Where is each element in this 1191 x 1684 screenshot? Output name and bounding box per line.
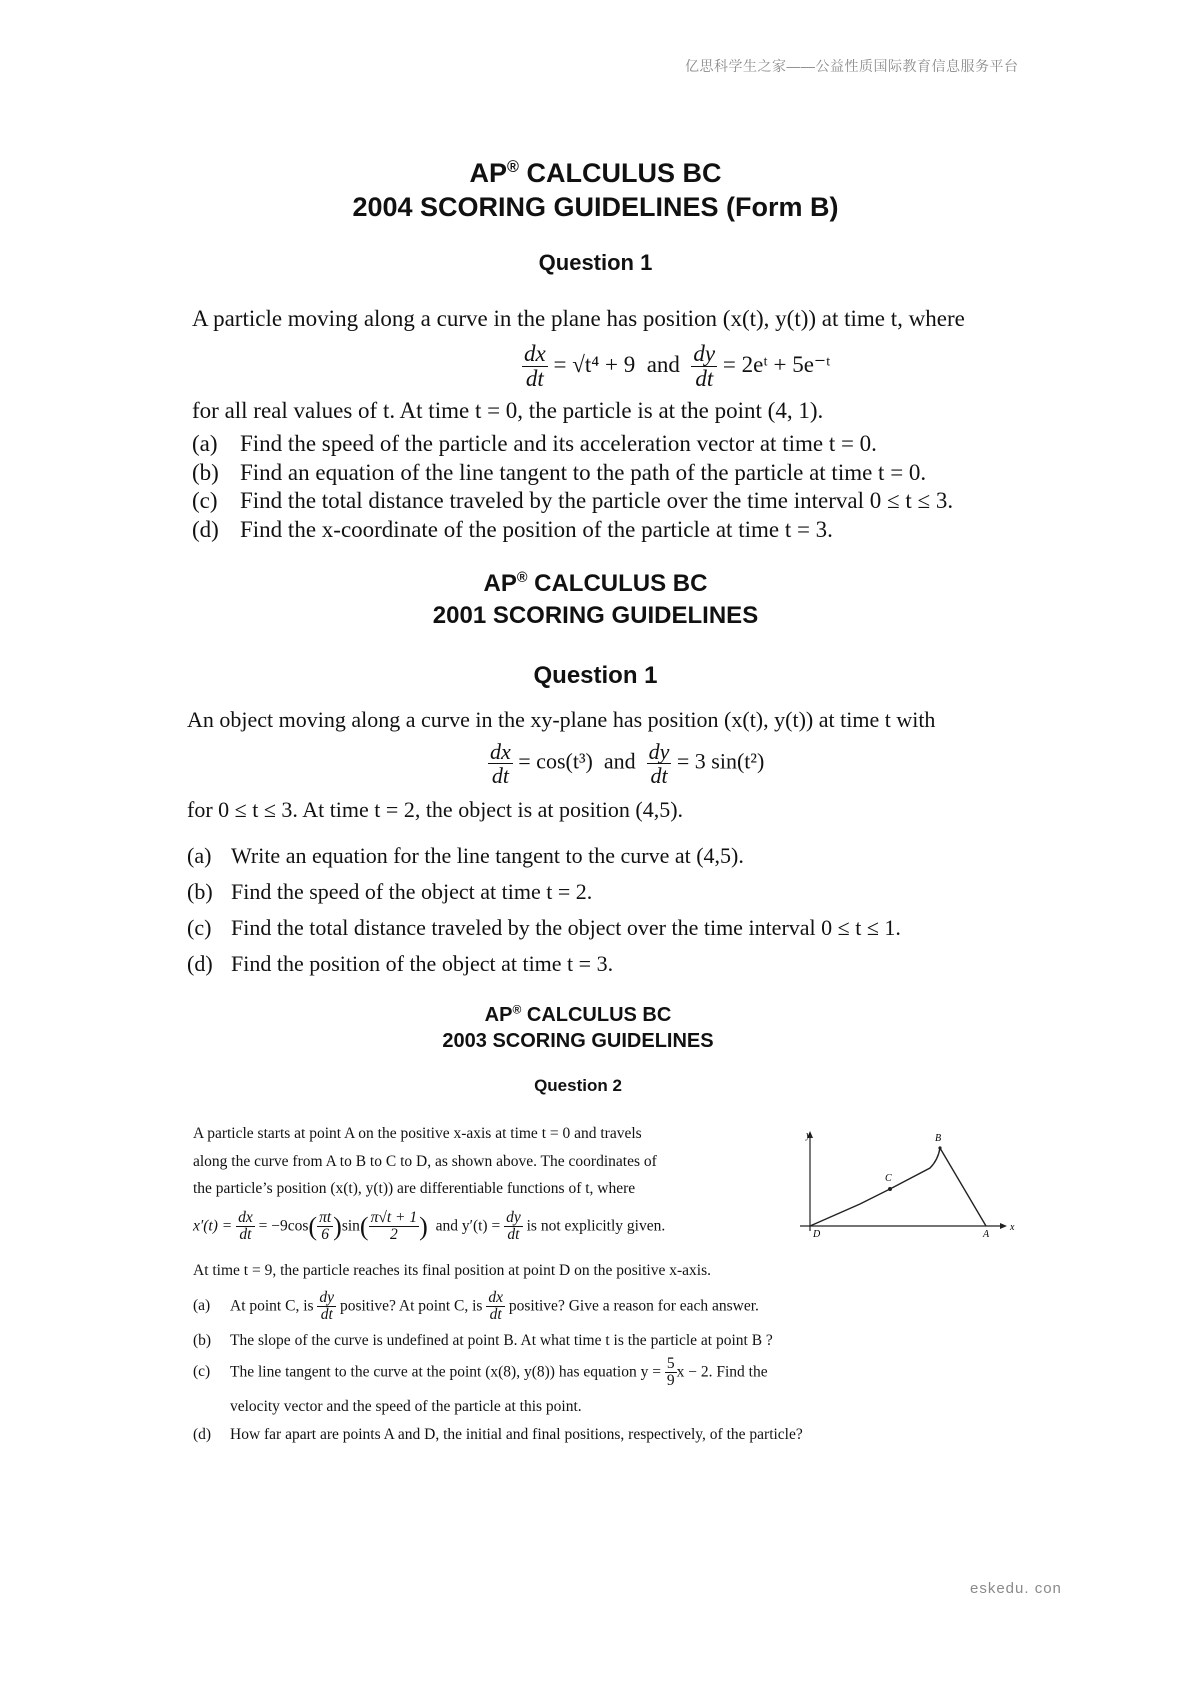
s3-intro-line-3: the particle’s position (x(t), y(t)) are differentiable functions of t, where: [193, 1180, 636, 1197]
page-footer: eskedu. con: [970, 1580, 1062, 1597]
s1-after: for all real values of t. At time t = 0, the particle is at the point (4, 1).: [192, 398, 824, 423]
s3-title-ap: AP: [484, 1004, 513, 1026]
s2-title-rest: CALCULUS BC: [527, 570, 708, 597]
s1-eq-dy-rhs: = 2eᵗ + 5e⁻ᵗ: [722, 351, 831, 377]
s3-question: Question 2: [534, 1076, 622, 1095]
s3-part-d: (d) How far apart are points A and D, the initial and final positions, respectively, of the particle?: [193, 1426, 803, 1443]
s2-part-a: (a) Write an equation for the line tangent to the curve at (4,5).: [187, 843, 744, 868]
s1-title-rest: CALCULUS BC: [518, 158, 722, 188]
s1-eq-dy-frac: $\frac{dy}{dt}$: [693, 341, 716, 392]
s1-part-d: (d) Find the x-coordinate of the position of the particle at time t = 3.: [192, 516, 833, 542]
s3-eq-dx-frac: $\frac{dx}{dt}$: [238, 1209, 253, 1244]
s3-title: [0, 1004, 1156, 1027]
s3-equation: x′(t) = $\frac{dx}{dt}$ = −9cos( $\frac{\pi t}{6}$ )sin( $\frac{\pi√t + 1}{2}$ ) and y′(t) = $\frac{dy}{dt}$ is not explicitly given.: [193, 1209, 666, 1244]
s3-after: At time t = 9, the particle reaches its final position at point D on the positive x-axis.: [193, 1262, 711, 1279]
s1-eq-dx-rhs: = √t⁴ + 9: [553, 351, 636, 377]
s1-part-b: (b) Find an equation of the line tangent to the path of the particle at time t = 0.: [192, 459, 927, 485]
x-axis-label: x: [1010, 1222, 1015, 1233]
s1-equation: [522, 342, 830, 391]
s2-equation: [488, 740, 764, 787]
s2-after: for 0 ≤ t ≤ 3. At time t = 2, the object is at position (4,5).: [187, 797, 684, 822]
s1-part-a: (a) Find the speed of the particle and its acceleration vector at time t = 0.: [192, 431, 877, 456]
s3-part-c: (c) The line tangent to the curve at the point (x(8), y(8)) has equation y = $\frac{5}{9}$ x − 2. Find the: [193, 1355, 768, 1390]
s2-eq-and: and: [603, 748, 636, 774]
s3-eq-f2: $\frac{\pi√t + 1}{2}$: [370, 1209, 418, 1244]
s2-eq-dy-frac: $\frac{dy}{dt}$: [648, 739, 670, 789]
s2-parts: [187, 838, 901, 982]
s2-title: [0, 570, 1191, 598]
s1-title: [0, 158, 1191, 189]
s3-eq-dy-frac: $\frac{dy}{dt}$: [506, 1209, 521, 1244]
s3-intro: [193, 1120, 657, 1203]
s3-intro-line-1: A particle starts at point A on the positive x-axis at time t = 0 and travels: [193, 1125, 642, 1142]
y-axis-label: y: [806, 1130, 811, 1141]
s3-title-reg: ®: [512, 1002, 522, 1017]
s3-intro-line-2: along the curve from A to B to C to D, as shown above. The coordinates of: [193, 1152, 657, 1170]
s2-title-ap: AP: [483, 570, 517, 597]
particle-path: [810, 1148, 986, 1226]
point-c-label: C: [885, 1173, 892, 1184]
s2-eq-dy-rhs: = 3 sin(t²): [676, 748, 765, 774]
s1-part-c: (c) Find the total distance traveled by the particle over the time interval 0 ≤ t ≤ 3.: [192, 488, 954, 513]
x-axis-arrow: [1000, 1223, 1007, 1229]
point-a-label: A: [983, 1229, 990, 1240]
s2-part-d: (d) Find the position of the object at time t = 3.: [187, 951, 614, 976]
s3-eq-f1: $\frac{\pi t}{6}$: [319, 1209, 332, 1244]
s2-title-reg: ®: [516, 570, 528, 586]
s3-part-b: (b) The slope of the curve is undefined at point B. At what time t is the particle at point B ?: [193, 1332, 773, 1349]
point-d-label: D: [813, 1229, 821, 1240]
s2-eq-dx-frac: $\frac{dx}{dt}$: [490, 739, 511, 789]
s1-question: Question 1: [538, 250, 653, 275]
s1-parts: [192, 430, 953, 544]
s2-part-c: (c) Find the total distance traveled by the object over the time interval 0 ≤ t ≤ 1.: [187, 915, 901, 940]
point-b-dot: [938, 1146, 941, 1149]
s1-subtitle: 2004 SCORING GUIDELINES (Form B): [352, 192, 839, 222]
s3-part-a: (a) At point C, is $\frac{dy}{dt}$ positive? At point C, is $\frac{dx}{dt}$ positive? Give a reason for each answer.: [193, 1289, 759, 1324]
s1-eq-dx-frac: $\frac{dx}{dt}$: [524, 341, 546, 392]
s2-subtitle: 2001 SCORING GUIDELINES: [432, 602, 759, 629]
s3-title-rest: CALCULUS BC: [521, 1004, 672, 1026]
s3-path-graph: [790, 1126, 1020, 1241]
s2-intro: An object moving along a curve in the xy-plane has position (x(t), y(t)) at time t with: [187, 707, 936, 732]
page-header: 亿思科学生之家——公益性质国际教育信息服务平台: [685, 58, 1019, 74]
s1-title-ap: AP: [469, 158, 508, 188]
point-b-label: B: [935, 1133, 942, 1144]
s1-eq-and: and: [646, 351, 680, 377]
s3-part-c-cont: velocity vector and the speed of the particle at this point.: [230, 1398, 582, 1415]
s1-intro: A particle moving along a curve in the plane has position (x(t), y(t)) at time t, where: [192, 306, 965, 331]
s1-title-reg: ®: [507, 158, 519, 176]
s2-eq-dx-rhs: = cos(t³): [518, 748, 593, 774]
s3-subtitle: 2003 SCORING GUIDELINES: [442, 1030, 714, 1052]
s2-question: Question 1: [533, 662, 658, 689]
s2-part-b: (b) Find the speed of the object at time t = 2.: [187, 879, 593, 904]
point-c-dot: [888, 1187, 892, 1191]
